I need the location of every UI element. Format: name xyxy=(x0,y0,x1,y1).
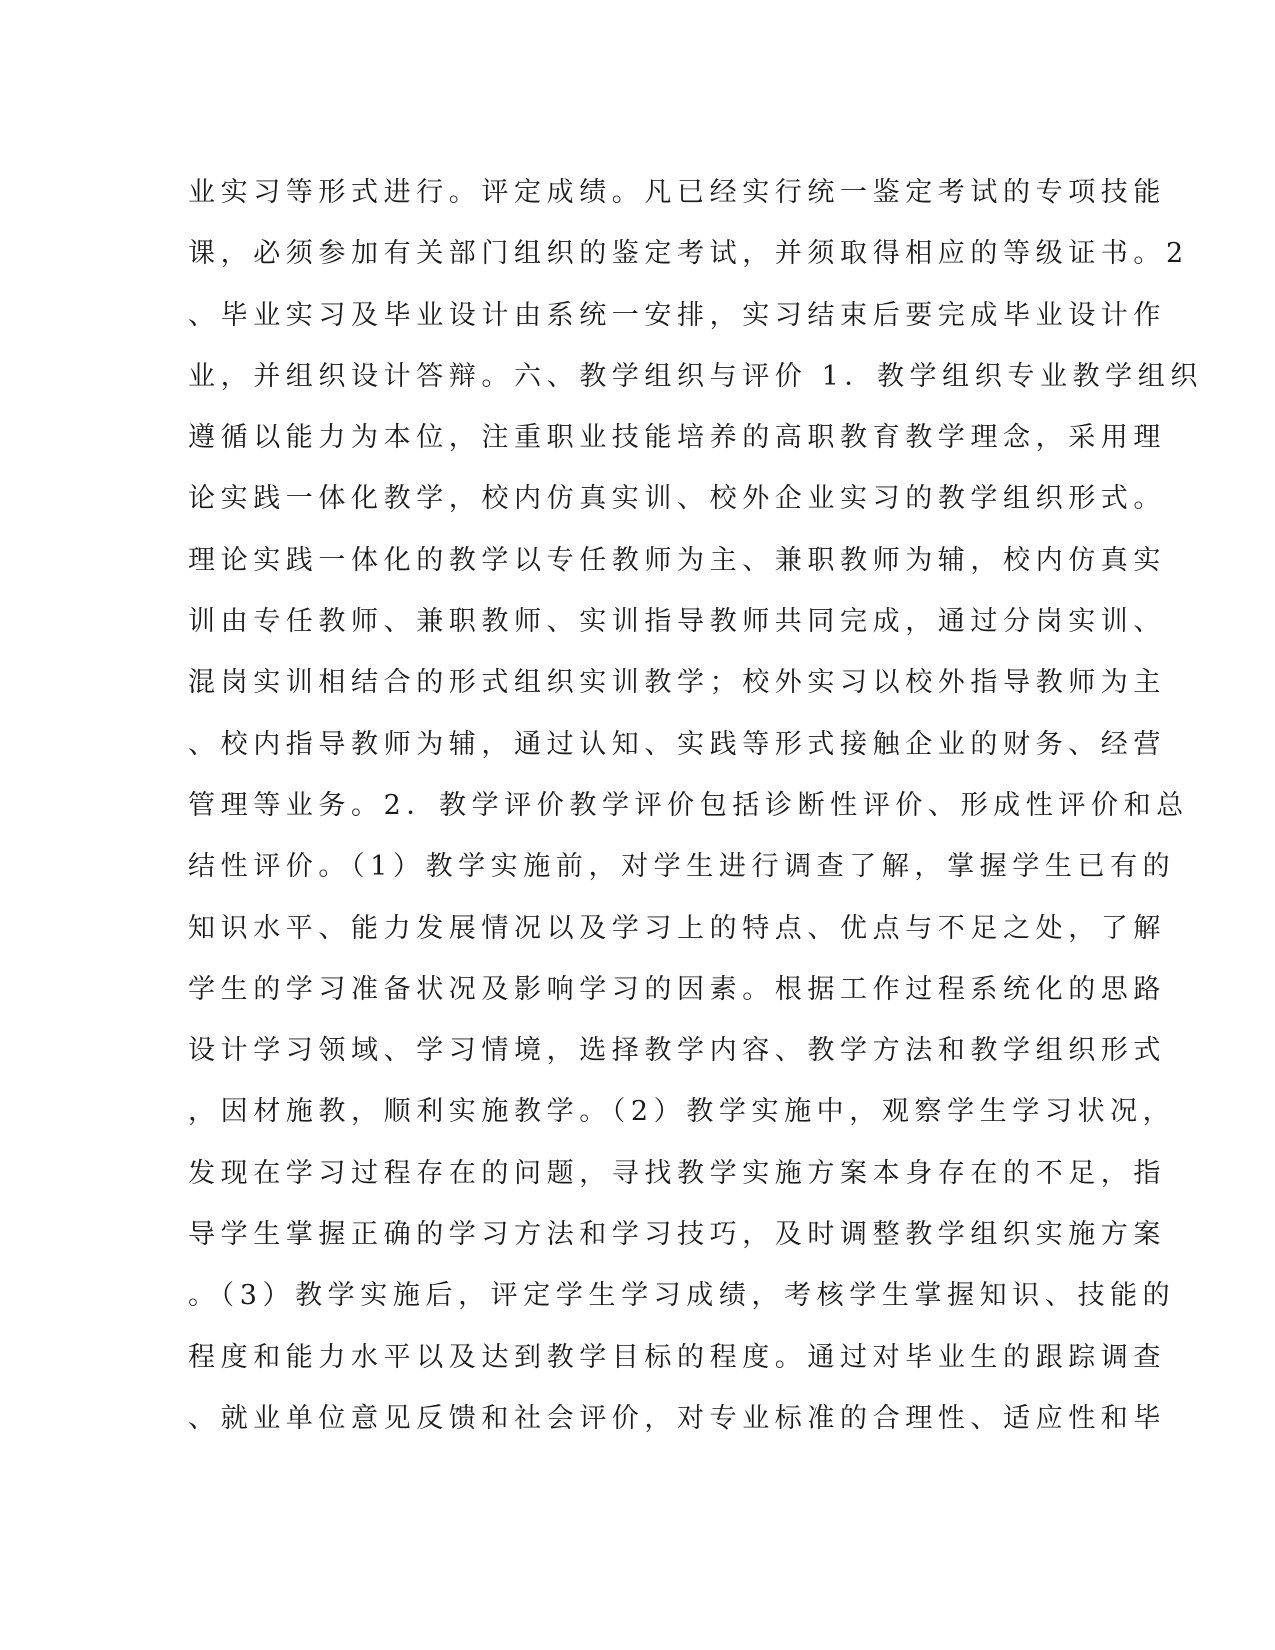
text-line: 发现在学习过程存在的问题，寻找教学实施方案本身存在的不足，指 xyxy=(188,1157,1166,1189)
text-line: 理论实践一体化的教学以专任教师为主、兼职教师为辅，校内仿真实 xyxy=(188,544,1166,576)
text-line: 训由专任教师、兼职教师、实训指导教师共同完成，通过分岗实训、 xyxy=(188,606,1166,638)
text-line: 、就业单位意见反馈和社会评价，对专业标准的合理性、适应性和毕 xyxy=(188,1402,1166,1434)
text-line: 知识水平、能力发展情况以及学习上的特点、优点与不足之处，了解 xyxy=(188,912,1166,944)
text-line: 结性评价。（1）教学实施前，对学生进行调查了解，掌握学生已有的 xyxy=(188,851,1176,883)
text-line: 。（3）教学实施后，评定学生学习成绩，考核学生掌握知识、技能的 xyxy=(188,1280,1176,1312)
text-line: 、毕业实习及毕业设计由系统一安排，实习结束后要完成毕业设计作 xyxy=(188,299,1166,331)
text-line: 学生的学习准备状况及影响学习的因素。根据工作过程系统化的思路 xyxy=(188,973,1166,1005)
text-line: ，因材施教，顺利实施教学。（2）教学实施中，观察学生学习状况， xyxy=(188,1096,1176,1128)
text-line: 设计学习领域、学习情境，选择教学内容、教学方法和教学组织形式 xyxy=(188,1035,1166,1067)
body-text xyxy=(188,162,1203,1449)
text-line: 程度和能力水平以及达到教学目标的程度。通过对毕业生的跟踪调查 xyxy=(188,1341,1166,1373)
text-line: 业，并组织设计答辩。六、教学组织与评价 1．教学组织专业教学组织 xyxy=(188,360,1203,392)
text-line: 管理等业务。2．教学评价教学评价包括诊断性评价、形成性评价和总 xyxy=(188,789,1189,821)
text-line: 混岗实训相结合的形式组织实训教学；校外实习以校外指导教师为主 xyxy=(188,667,1166,699)
text-line: 遵循以能力为本位，注重职业技能培养的高职教育教学理念，采用理 xyxy=(188,422,1166,454)
text-line: 业实习等形式进行。评定成绩。凡已经实行统一鉴定考试的专项技能 xyxy=(188,177,1166,208)
text-line: 导学生掌握正确的学习方法和学习技巧，及时调整教学组织实施方案 xyxy=(188,1219,1166,1251)
text-line: 论实践一体化教学，校内仿真实训、校外企业实习的教学组织形式。 xyxy=(188,483,1166,515)
text-line: 、校内指导教师为辅，通过认知、实践等形式接触企业的财务、经营 xyxy=(188,728,1166,760)
text-line: 课，必须参加有关部门组织的鉴定考试，并须取得相应的等级证书。2 xyxy=(188,238,1189,270)
